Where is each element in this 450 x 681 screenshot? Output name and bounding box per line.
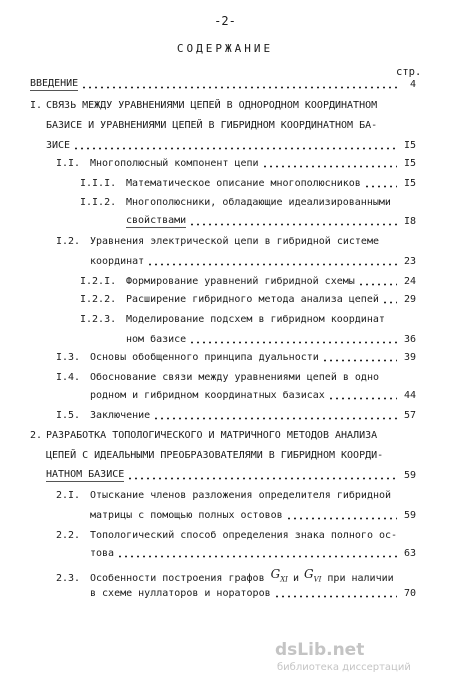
toc-entry-chapter-1: I. СВЯЗЬ МЕЖДУ УРАВНЕНИЯМИ ЦЕПЕЙ В ОДНОРОДНОМ КООРДИНАТНОМ [30, 100, 378, 111]
graph-symbol-1: $G_{XI}$ [270, 567, 288, 584]
watermark [275, 640, 445, 676]
toc-entry-1-5: I.5. Заключение 57 [56, 410, 416, 421]
toc-entry-1-1-2: I.I.2. Многополюсники, обладающие идеализированными [80, 197, 391, 208]
toc-entry-1-1-1: I.I.I. Математическое описание многополюсников I5 [80, 178, 416, 189]
toc-entry-1-4-cont: родном и гибридном координатных базисах 44 [90, 390, 416, 401]
toc-entry-2-3-cont: в схеме нуллаторов и нораторов 70 [90, 588, 416, 599]
toc-entry-1-2: I.2. Уравнения электрической цепи в гибридной системе [56, 236, 379, 247]
toc-entry-1-3: I.3. Основы обобщенного принципа дуальности 39 [56, 352, 416, 363]
toc-entry-introduction: ВВЕДЕНИЕ 4 [30, 78, 416, 90]
toc-entry-1-4: I.4. Обоснование связи между уравнениями цепей в одно [56, 372, 379, 383]
toc-entry-2-3: 2.3. Особенности построения графов $G_{XI}$ и $G_{VI}$ при наличии [56, 567, 394, 585]
toc-entry-2-1-cont: матрицы с помощью полных остовов 59 [90, 510, 416, 521]
watermark-subtitle: библиотека диссертаций [277, 662, 411, 673]
toc-entry-chapter-2-end: НАТНОМ БАЗИСЕ 59 [46, 469, 416, 481]
toc-entry-1-2-1: I.2.I. Формирование уравнений гибридной схемы 24 [80, 276, 416, 287]
toc-entry-1-1: I.I. Многополюсный компонент цепи I5 [56, 158, 416, 169]
toc-entry-chapter-1-cont: БАЗИСЕ И УРАВНЕНИЯМИ ЦЕПЕЙ В ГИБРИДНОМ КООРДИНАТНОМ БА- [46, 120, 378, 131]
toc-title: СОДЕРЖАНИЕ [176, 42, 274, 55]
toc-entry-1-2-cont: координат 23 [90, 256, 416, 267]
graph-symbol-2: $G_{VI}$ [303, 567, 322, 584]
toc-entry-1-2-2: I.2.2. Расширение гибридного метода анализа цепей 29 [80, 294, 416, 305]
toc-entry-chapter-2: 2. РАЗРАБОТКА ТОПОЛОГИЧЕСКОГО И МАТРИЧНОГО МЕТОДОВ АНАЛИЗА [30, 430, 378, 441]
toc-entry-chapter-1-end: ЗИСЕ I5 [46, 140, 416, 151]
toc-entry-2-2-cont: това 63 [90, 548, 416, 559]
toc-entry-chapter-2-cont: ЦЕПЕЙ С ИДЕАЛЬНЫМИ ПРЕОБРАЗОВАТЕЛЯМИ В ГИБРИДНОМ КООРДИ- [46, 450, 384, 461]
page-number: -2- [214, 14, 236, 28]
toc-entry-2-1: 2.I. Отыскание членов разложения определителя гибридной [56, 490, 392, 501]
watermark-logo: dsLib.net [275, 640, 365, 660]
toc-entry-1-2-3-cont: ном базисе 36 [126, 334, 416, 345]
toc-entry-1-2-3: I.2.3. Моделирование подсхем в гибридном координат [80, 314, 385, 325]
toc-entry-1-1-2-cont: свойствами I8 [126, 215, 416, 227]
page-column-header: стр. [396, 66, 422, 78]
toc-entry-2-2: 2.2. Топологический способ определения знака полного ос- [56, 530, 398, 541]
